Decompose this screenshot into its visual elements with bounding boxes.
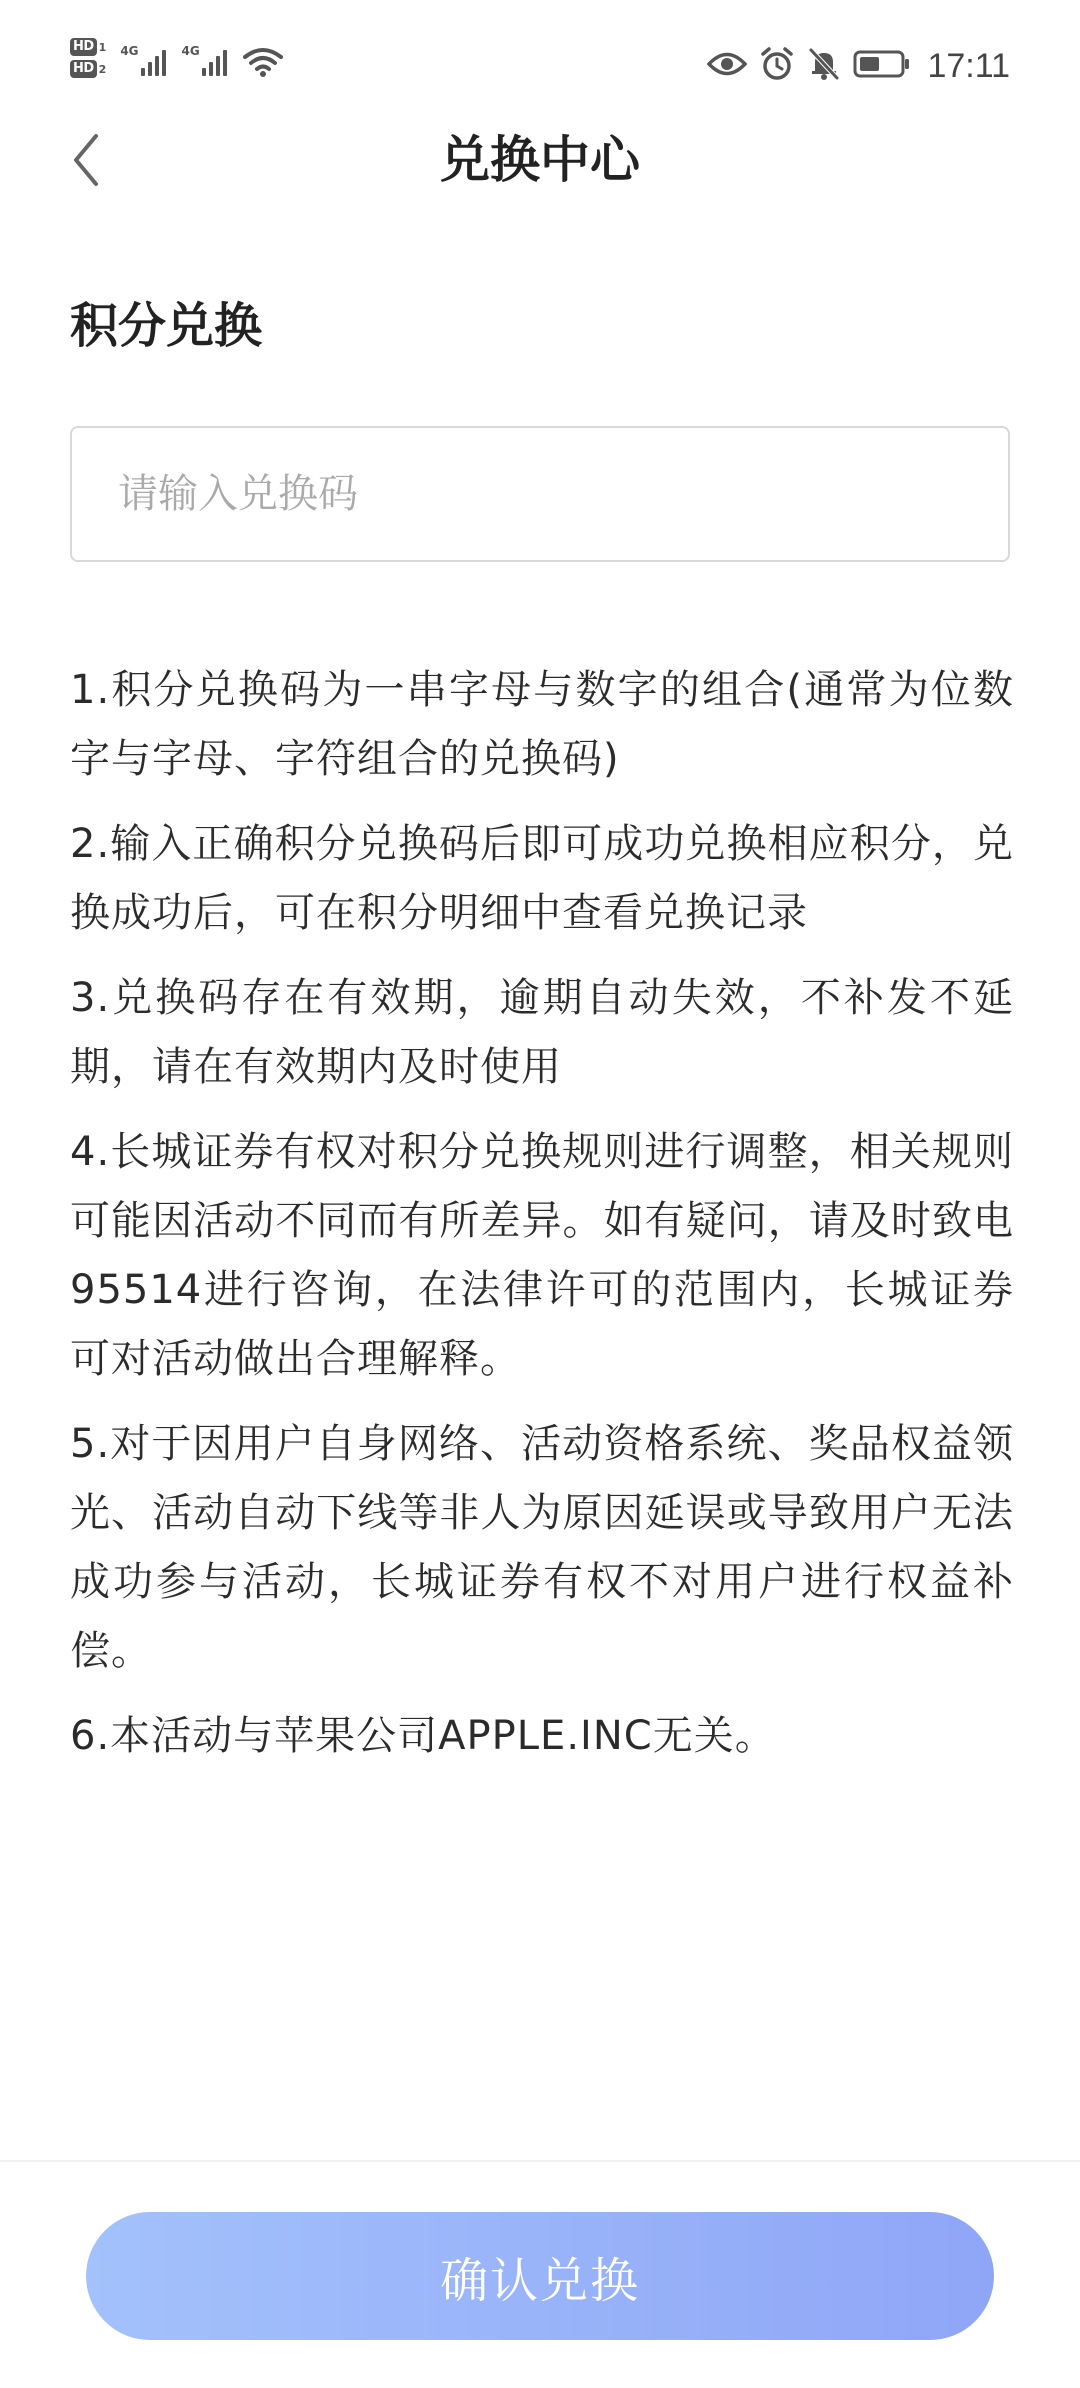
rule-item: 5.对于因用户自身网络、活动资格系统、奖品权益领光、活动自动下线等非人为原因延误或导致用户无法成功参与活动，长城证券有权不对用户进行权益补偿。: [70, 1421, 1014, 1674]
rule-item: 6.本活动与苹果公司APPLE.INC无关。: [70, 1713, 776, 1759]
bell-off-icon: [807, 46, 841, 86]
net-label-1: 4G: [120, 44, 139, 58]
hd-row-1: [70, 38, 106, 56]
header: [0, 110, 1080, 210]
eye-icon: [707, 49, 747, 83]
net-label-2: 4G: [181, 44, 200, 58]
battery-icon: [853, 49, 911, 83]
hd-row-2: [70, 60, 106, 78]
hd-indicators: [70, 38, 106, 78]
hd-badge-2: HD: [70, 60, 97, 78]
status-time: 17:11: [927, 46, 1010, 85]
hd-num-2: 2: [98, 62, 107, 76]
alarm-icon: [759, 46, 795, 86]
page-title: 兑换中心: [440, 131, 640, 189]
hd-num-1: 1: [98, 40, 107, 54]
signal-bars-2-icon: [202, 46, 227, 76]
wifi-icon: [243, 46, 283, 82]
status-right: [707, 44, 1010, 88]
rule-item: 3.兑换码存在有效期，逾期自动失效，不补发不延期，请在有效期内及时使用: [70, 975, 1014, 1090]
hd-badge-1: HD: [70, 38, 97, 56]
redeem-code-input[interactable]: [70, 426, 1010, 562]
rule-item: 1.积分兑换码为一串字母与数字的组合(通常为位数字与字母、字符组合的兑换码): [70, 667, 1014, 782]
section-title: 积分兑换: [70, 298, 263, 354]
status-left: [70, 38, 283, 98]
signal-bars-1-icon: [141, 46, 166, 76]
confirm-redeem-button[interactable]: 确认兑换: [86, 2212, 994, 2340]
rule-item: 4.长城证券有权对积分兑换规则进行调整，相关规则可能因活动不同而有所差异。如有疑问，请及时致电95514进行咨询，在法律许可的范围内，长城证券可对活动做出合理解释。: [70, 1129, 1014, 1382]
rule-item: 2.输入正确积分兑换码后即可成功兑换相应积分，兑换成功后，可在积分明细中查看兑换记录: [70, 821, 1014, 936]
signal-1: [120, 46, 165, 76]
bottom-divider: [0, 2160, 1080, 2162]
rules-list: [70, 656, 1014, 1787]
signal-2: [182, 46, 227, 76]
